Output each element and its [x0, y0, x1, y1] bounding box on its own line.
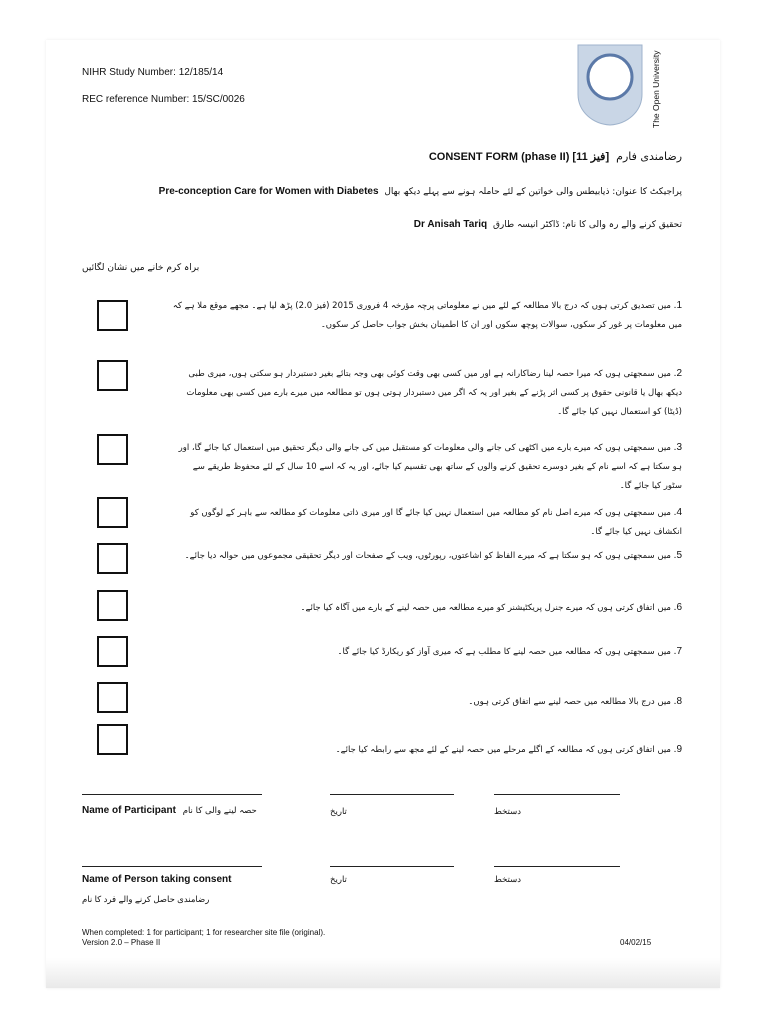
signature-label: دستخط — [494, 806, 522, 816]
project-title — [159, 186, 682, 197]
participant-label: Name of Participant حصہ لینے والی کا نام — [82, 805, 257, 816]
checkbox-item-1[interactable] — [97, 300, 128, 331]
date-label: تاریخ — [330, 806, 347, 816]
open-university-logo — [577, 44, 667, 128]
participant-date-line[interactable] — [330, 794, 454, 795]
consent-item-text: میں سمجھتی ہوں کہ میرا حصہ لینا رضاکارانہ ہے اور میں کسی بھی وقت کوئی بھی وجہ بتائے بغیر دستبردار ہو سکتی ہوں، میری طبی دیکھ بھال یا قانونی حقوق پر کسی اثر پڑنے کے بغیر اور یہ کہ اگر میں دستبردار ہوتی ہوں تو مطالعہ میں میرے بارے میں کسی بھی معلومات (ڈیٹا) کو استعمال نہیں کیا جائے گا۔ — [186, 369, 682, 417]
consent-taker-label-urdu: رضامندی حاصل کرنے والے فرد کا نام — [82, 894, 210, 904]
checkbox-item-2[interactable] — [97, 360, 128, 391]
consent-taker-name-line[interactable] — [82, 866, 262, 867]
consent-item-text: میں سمجھتی ہوں کہ ہو سکتا ہے کہ میرے الفاظ کو اشاعتوں، رپورٹوں، ویب کے صفحات اور دیگر تحقیقی مجموعوں میں حوالہ دیا جائے۔ — [184, 551, 671, 561]
checkbox-item-3[interactable] — [97, 434, 128, 465]
consent-item-text: میں سمجھتی ہوں کہ مطالعہ میں حصہ لینے کا مطلب ہے کہ میری آواز کو ریکارڈ کیا جائے گا۔ — [337, 647, 671, 657]
consent-item-text: میں اتفاق کرتی ہوں کہ میرے جنرل پریکٹیشنر کو میرے مطالعہ میں حصہ لینے کے بارے میں آگاہ کیا جائے۔ — [300, 603, 671, 613]
consent-item-7: 7. میں سمجھتی ہوں کہ مطالعہ میں حصہ لینے کا مطلب ہے کہ میری آواز کو ریکارڈ کیا جائے گا۔ — [337, 646, 682, 657]
consent-item-8: 8. میں درج بالا مطالعہ میں حصہ لینے سے اتفاق کرتی ہوں۔ — [468, 696, 682, 707]
consent-item-3: 3. میں سمجھتی ہوں کہ میرے بارے میں اکٹھی کی جانے والی معلومات کو مستقبل میں کی جانے والی دیگر تحقیق میں استعمال کیا جائے گا، اور ہو سکتا ہے کہ اسے نام کے بغیر دوسرے تحقیق کرنے والوں کے ساتھ بھی تقسیم کیا جائے، اور یہ کہ اسے 10 سال کے لئے محفوظ طریقے سے سٹور کیا جائے گا۔ — [178, 442, 682, 491]
svg-text:The Open University: The Open University — [651, 50, 661, 128]
researcher — [414, 219, 682, 230]
project-title-urdu: پراجیکٹ کا عنوان: ذیابیطس والی خواتین کے لئے حاملہ ہونے سے پہلے دیکھ بھال — [384, 187, 682, 197]
consent-item-4: 4. میں سمجھتی ہوں کہ میرے اصل نام کو مطالعہ میں استعمال نہیں کیا جائے گا اور میری ذاتی معلومات کو مطالعہ سے باہر کے لوگوں کو انکشاف نہیں کیا جائے گا۔ — [190, 507, 682, 537]
logo-wordmark — [650, 44, 662, 128]
consent-item-9: 9. میں اتفاق کرتی ہوں کہ مطالعہ کے اگلے مرحلے میں حصہ لینے کے لئے مجھ سے رابطہ کیا جائے۔ — [335, 744, 682, 755]
checkbox-item-4[interactable] — [97, 497, 128, 528]
footer-version: Version 2.0 – Phase II — [82, 938, 161, 947]
page-bottom-shadow — [46, 958, 720, 988]
consent-item-text: میں سمجھتی ہوں کہ میرے بارے میں اکٹھی کی جانے والی معلومات کو مستقبل میں کی جانے والی دیگر تحقیق میں استعمال کیا جائے گا، اور ہو سکتا ہے کہ اسے نام کے بغیر دوسرے تحقیق کرنے والوں کے ساتھ بھی تقسیم کیا جائے، اور یہ کہ اسے 10 سال کے لئے محفوظ طریقے سے سٹور کیا جائے گا۔ — [178, 443, 682, 491]
open-university-shield-icon — [577, 44, 643, 126]
checkbox-item-5[interactable] — [97, 543, 128, 574]
form-title-english: CONSENT FORM (phase II) [فیز 11] — [428, 151, 610, 163]
consent-item-6: 6. میں اتفاق کرتی ہوں کہ میرے جنرل پریکٹیشنر کو میرے مطالعہ میں حصہ لینے کے بارے میں آگاہ کیا جائے۔ — [300, 602, 682, 613]
footer-note: When completed: 1 for participant; 1 for researcher site file (original). — [82, 928, 326, 937]
instruction-text: براہ کرم خانے میں نشان لگائیں — [82, 263, 200, 273]
study-number: NIHR Study Number: 12/185/14 — [82, 67, 224, 78]
checkbox-item-7[interactable] — [97, 636, 128, 667]
participant-signature-line[interactable] — [494, 794, 620, 795]
consent-taker-date-line[interactable] — [330, 866, 454, 867]
researcher-urdu: تحقیق کرنے والے رہ والی کا نام: ڈاکٹر انیسہ طارق — [492, 220, 682, 230]
project-title-english: Pre-conception Care for Women with Diabetes — [158, 186, 379, 197]
consent-item-2: 2. میں سمجھتی ہوں کہ میرا حصہ لینا رضاکارانہ ہے اور میں کسی بھی وقت کوئی بھی وجہ بتائے بغیر دستبردار ہو سکتی ہوں، میری طبی دیکھ بھال یا قانونی حقوق پر کسی اثر پڑنے کے بغیر اور یہ کہ اگر میں دستبردار ہوتی ہوں تو مطالعہ میں میرے بارے میں کسی بھی معلومات (ڈیٹا) کو استعمال نہیں کیا جائے گا۔ — [186, 368, 682, 417]
form-title — [429, 150, 682, 163]
consent-item-text: میں اتفاق کرتی ہوں کہ مطالعہ کے اگلے مرحلے میں حصہ لینے کے لئے مجھ سے رابطہ کیا جائے۔ — [335, 745, 671, 755]
consent-item-text: میں سمجھتی ہوں کہ میرے اصل نام کو مطالعہ میں استعمال نہیں کیا جائے گا اور میری ذاتی معلومات کو مطالعہ سے باہر کے لوگوں کو انکشاف نہیں کیا جائے گا۔ — [190, 508, 682, 537]
checkbox-item-6[interactable] — [97, 590, 128, 621]
consent-item-text: میں تصدیق کرتی ہوں کہ درج بالا مطالعہ کے لئے میں نے معلوماتی پرچہ مؤرخہ 4 فروری 2015 (فیز 2.0) پڑھ لیا ہے۔ مجھے موقع ملا ہے کہ میں معلومات پر غور کر سکوں، سوالات پوچھ سکوں اور ان کا اطمینان بخش جواب حاصل کر سکوں۔ — [172, 301, 682, 330]
consent-taker-label: Name of Person taking consent — [82, 874, 232, 885]
consent-item-1: 1. میں تصدیق کرتی ہوں کہ درج بالا مطالعہ کے لئے میں نے معلوماتی پرچہ مؤرخہ 4 فروری 2015 (فیز 2.0) پڑھ لیا ہے۔ مجھے موقع ملا ہے کہ میں معلومات پر غور کر سکوں، سوالات پوچھ سکوں اور ان کا اطمینان بخش جواب حاصل کر سکوں۔ — [172, 300, 682, 330]
footer-date: 04/02/15 — [620, 938, 652, 947]
checkbox-item-9[interactable] — [97, 724, 128, 755]
researcher-english: Dr Anisah Tariq — [413, 219, 488, 230]
rec-reference: REC reference Number: 15/SC/0026 — [82, 94, 245, 105]
date-label-2: تاریخ — [330, 874, 347, 884]
consent-item-5: 5. میں سمجھتی ہوں کہ ہو سکتا ہے کہ میرے الفاظ کو اشاعتوں، رپورٹوں، ویب کے صفحات اور دیگر تحقیقی مجموعوں میں حوالہ دیا جائے۔ — [184, 550, 682, 561]
consent-taker-signature-line[interactable] — [494, 866, 620, 867]
form-title-urdu: رضامندی فارم — [616, 150, 682, 163]
checkbox-item-8[interactable] — [97, 682, 128, 713]
signature-label-2: دستخط — [494, 874, 522, 884]
participant-name-line[interactable] — [82, 794, 262, 795]
consent-item-text: میں درج بالا مطالعہ میں حصہ لینے سے اتفاق کرتی ہوں۔ — [468, 697, 671, 707]
